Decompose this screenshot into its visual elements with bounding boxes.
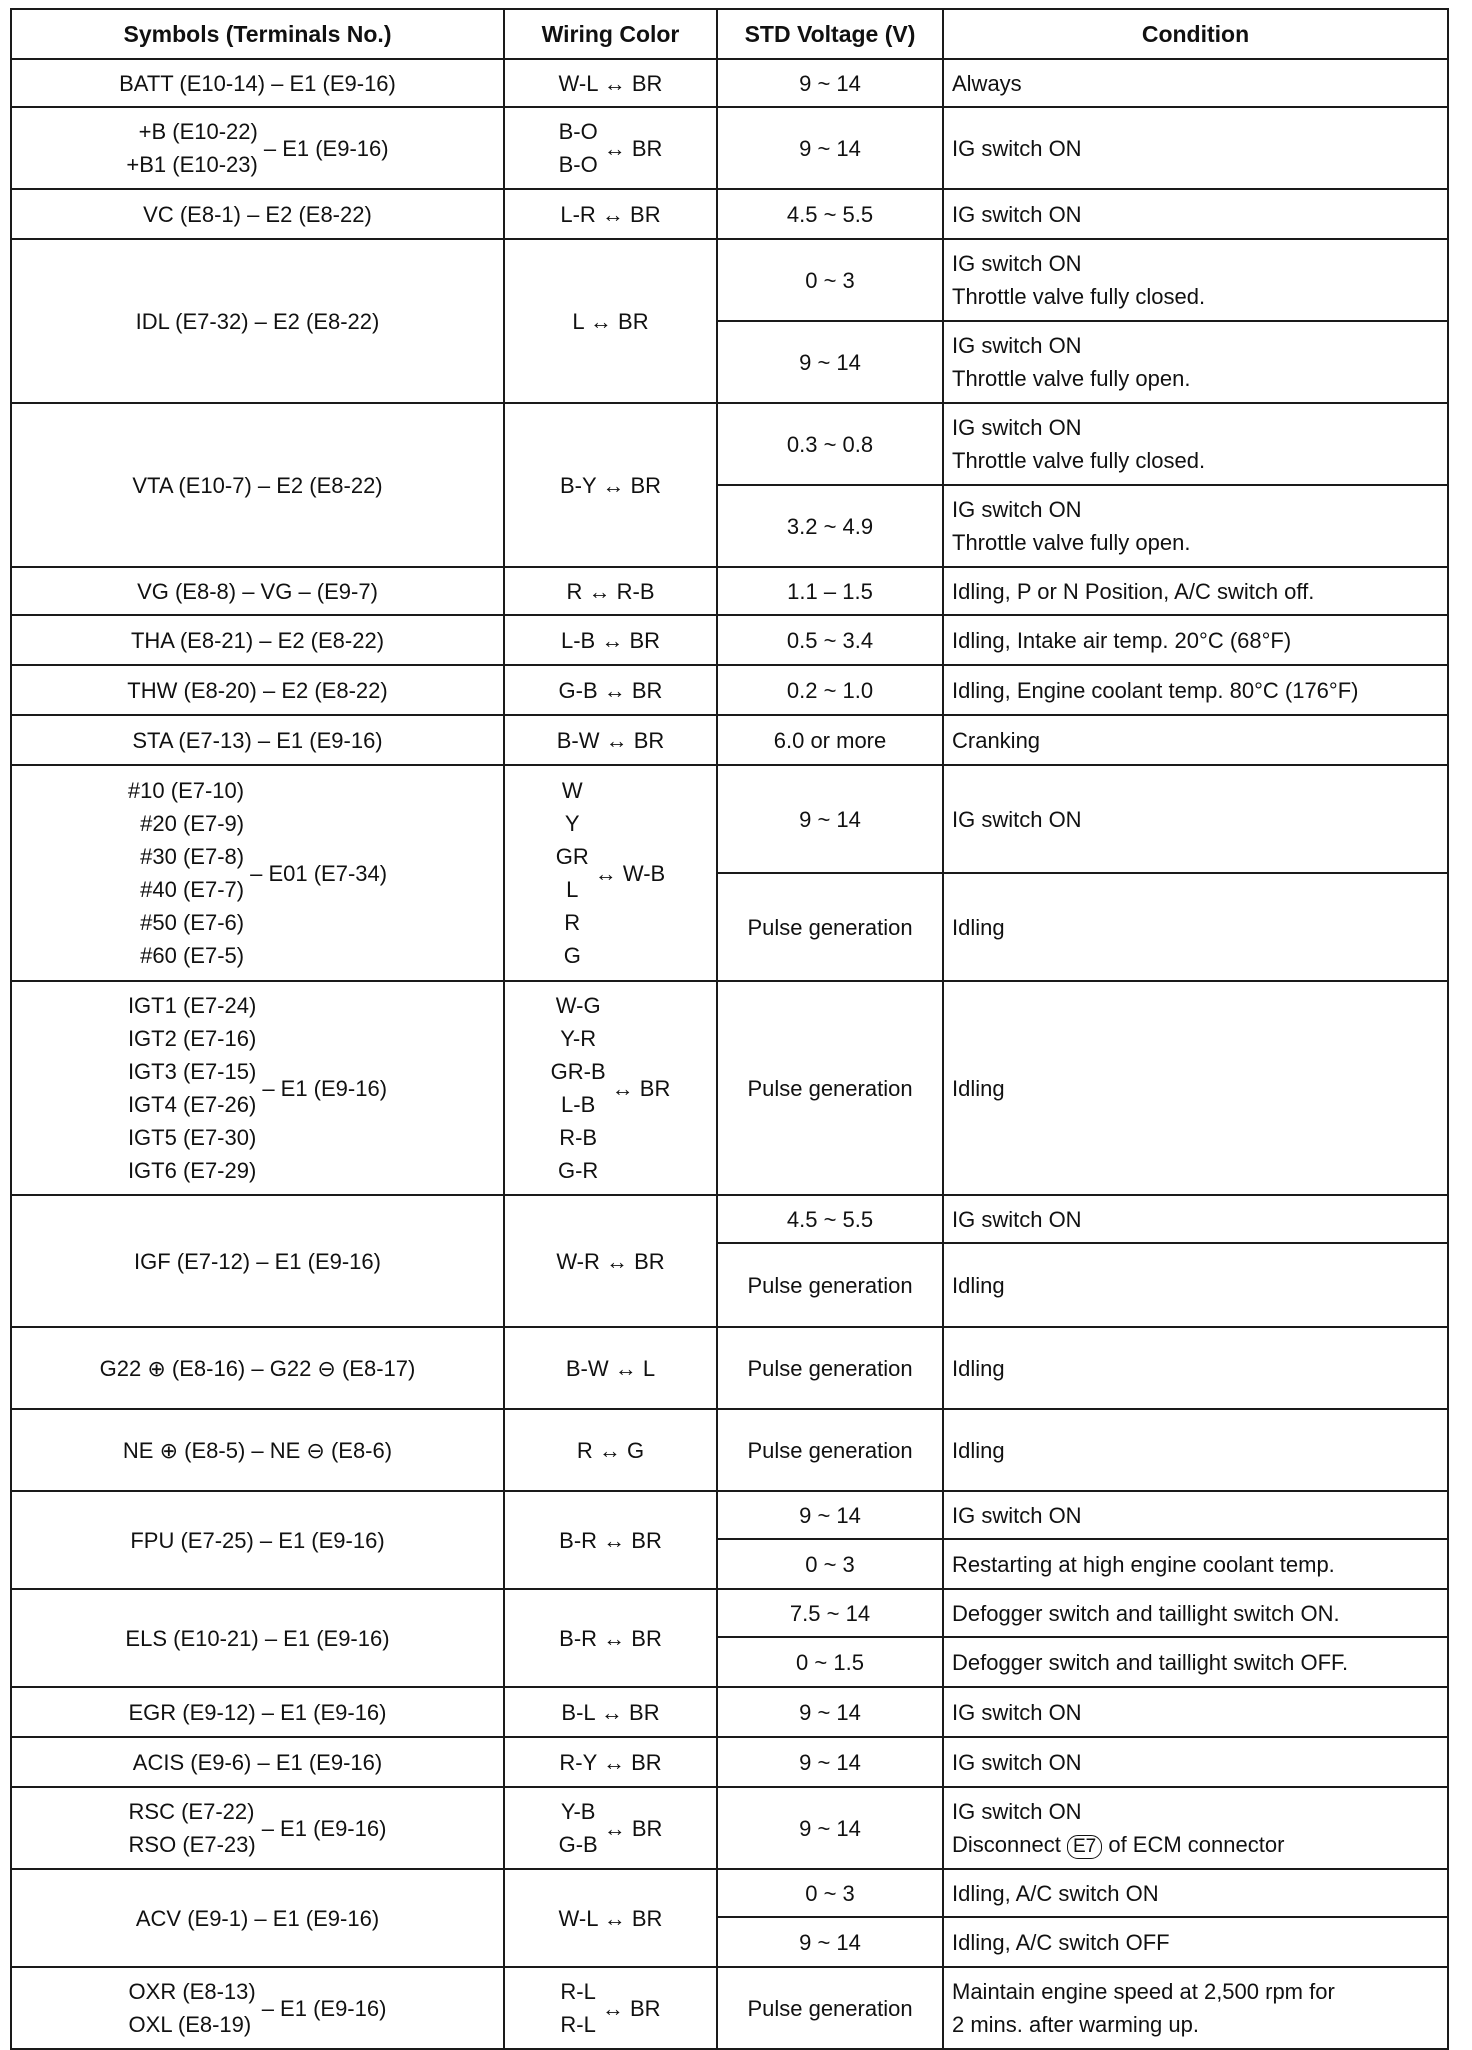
voltage-cell: Pulse generation (717, 1967, 943, 2049)
condition-cell: Cranking (943, 715, 1448, 765)
condition-cell: IG switch ON (943, 1195, 1448, 1243)
voltage-cell: 4.5 ~ 5.5 (717, 1195, 943, 1243)
table-header-row (11, 9, 1448, 59)
wire-line: R-B (559, 1125, 598, 1150)
symbol-line: +B (E10-22) (138, 119, 258, 144)
wire-line: R-L (560, 2012, 596, 2037)
voltage-cell: 0 ~ 3 (717, 1539, 943, 1589)
table-row (11, 715, 1448, 765)
table-row (11, 567, 1448, 615)
voltage-cell: 9 ~ 14 (717, 107, 943, 189)
wire-ground: ↔ BR (603, 1815, 663, 1841)
voltage-cell: Pulse generation (717, 873, 943, 981)
wiring-cell (504, 107, 717, 189)
header-condition: Condition (943, 9, 1448, 59)
symbol-ground: – E1 (E9-16) (262, 1075, 388, 1101)
table-row (11, 403, 1448, 485)
symbol-cell: VTA (E10-7) – E2 (E8-22) (11, 403, 504, 567)
symbol-line: RSC (E7-22) (128, 1799, 255, 1824)
table-row (11, 1409, 1448, 1491)
condition-line: Maintain engine speed at 2,500 rpm for (952, 1979, 1335, 2004)
table-row (11, 239, 1448, 321)
condition-cell: Idling (943, 1327, 1448, 1409)
table-row (11, 1687, 1448, 1737)
table-row (11, 1787, 1448, 1869)
spec-table-page (10, 8, 1447, 2050)
voltage-cell: Pulse generation (717, 1409, 943, 1491)
symbol-line: IGT5 (E7-30) (127, 1125, 257, 1150)
condition-cell: Idling (943, 1243, 1448, 1327)
wiring-cell: G-B ↔ BR (504, 665, 717, 715)
condition-cell: IG switch ON (943, 1737, 1448, 1787)
symbol-line: IGT2 (E7-16) (127, 1026, 257, 1051)
wire-line: G-B (558, 1832, 598, 1857)
condition-cell: Defogger switch and taillight switch ON. (943, 1589, 1448, 1637)
condition-cell: Idling (943, 873, 1448, 981)
wire-line: W (561, 778, 583, 803)
condition-cell: Defogger switch and taillight switch OFF. (943, 1637, 1448, 1687)
symbol-ground: – E01 (E7-34) (250, 860, 388, 886)
symbol-cell: G22 ⊕ (E8-16) – G22 ⊖ (E8-17) (11, 1327, 504, 1409)
voltage-cell: 1.1 – 1.5 (717, 567, 943, 615)
symbol-cell: EGR (E9-12) – E1 (E9-16) (11, 1687, 504, 1737)
symbol-cell (11, 107, 504, 189)
wire-line: L (566, 877, 579, 902)
wire-line: G-R (557, 1158, 599, 1183)
condition-cell: Idling, A/C switch ON (943, 1869, 1448, 1917)
symbol-cell: ELS (E10-21) – E1 (E9-16) (11, 1589, 504, 1687)
voltage-cell: Pulse generation (717, 1327, 943, 1409)
voltage-cell: 9 ~ 14 (717, 1787, 943, 1869)
header-std-voltage: STD Voltage (V) (717, 9, 943, 59)
condition-line: Throttle valve fully closed. (952, 284, 1206, 309)
table-row (11, 981, 1448, 1195)
voltage-cell: 9 ~ 14 (717, 765, 943, 873)
voltage-cell: 7.5 ~ 14 (717, 1589, 943, 1637)
wiring-cell: L ↔ BR (504, 239, 717, 403)
wiring-cell: B-L ↔ BR (504, 1687, 717, 1737)
table-row (11, 665, 1448, 715)
wire-ground: ↔ W-B (594, 860, 666, 886)
condition-cell (943, 1787, 1448, 1869)
wiring-cell: B-Y ↔ BR (504, 403, 717, 567)
condition-text: of ECM connector (1108, 1832, 1285, 1857)
wiring-cell: W-L ↔ BR (504, 1869, 717, 1967)
condition-line (952, 1828, 1439, 1861)
symbol-cell: NE ⊕ (E8-5) – NE ⊖ (E8-6) (11, 1409, 504, 1491)
wiring-cell: R ↔ R-B (504, 567, 717, 615)
symbol-line: #20 (E7-9) (140, 811, 245, 836)
condition-line: IG switch ON (952, 415, 1082, 440)
table-row (11, 59, 1448, 107)
wire-line: GR (555, 844, 589, 869)
condition-line: 2 mins. after warming up. (952, 2012, 1199, 2037)
condition-text: Disconnect (952, 1832, 1061, 1857)
wire-line: B-O (558, 152, 598, 177)
condition-line: IG switch ON (952, 1799, 1082, 1824)
ecm-terminal-voltage-table (10, 8, 1449, 2050)
table-row (11, 1967, 1448, 2049)
symbol-line: OXR (E8-13) (128, 1979, 256, 2004)
voltage-cell: 9 ~ 14 (717, 1491, 943, 1539)
symbol-line: IGT3 (E7-15) (127, 1059, 257, 1084)
symbol-ground: – E1 (E9-16) (263, 135, 389, 161)
symbol-cell (11, 1967, 504, 2049)
wiring-cell: L-R ↔ BR (504, 189, 717, 239)
symbol-line: #40 (E7-7) (140, 877, 245, 902)
symbol-line: IGT6 (E7-29) (127, 1158, 257, 1183)
condition-cell (943, 321, 1448, 403)
wiring-cell (504, 1967, 717, 2049)
symbol-ground: – E1 (E9-16) (261, 1815, 387, 1841)
symbol-cell: THA (E8-21) – E2 (E8-22) (11, 615, 504, 665)
wire-line: L-B (561, 1092, 596, 1117)
voltage-cell: 0.5 ~ 3.4 (717, 615, 943, 665)
symbol-cell: VC (E8-1) – E2 (E8-22) (11, 189, 504, 239)
condition-cell: Idling, Engine coolant temp. 80°C (176°F) (943, 665, 1448, 715)
condition-cell: Idling, Intake air temp. 20°C (68°F) (943, 615, 1448, 665)
condition-cell: Idling (943, 981, 1448, 1195)
condition-cell (943, 485, 1448, 567)
symbol-line: OXL (E8-19) (128, 2012, 252, 2037)
table-row (11, 1195, 1448, 1243)
wire-line: Y-B (560, 1799, 596, 1824)
voltage-cell: 0.2 ~ 1.0 (717, 665, 943, 715)
voltage-cell: 0 ~ 3 (717, 1869, 943, 1917)
symbol-cell: THW (E8-20) – E2 (E8-22) (11, 665, 504, 715)
condition-cell: Idling, P or N Position, A/C switch off. (943, 567, 1448, 615)
wiring-cell: W-R ↔ BR (504, 1195, 717, 1327)
wire-line: G (563, 943, 581, 968)
wiring-cell (504, 981, 717, 1195)
table-row (11, 1737, 1448, 1787)
symbol-cell: ACV (E9-1) – E1 (E9-16) (11, 1869, 504, 1967)
voltage-cell: 6.0 or more (717, 715, 943, 765)
condition-cell: Restarting at high engine coolant temp. (943, 1539, 1448, 1589)
wiring-cell (504, 1787, 717, 1869)
wiring-cell: B-R ↔ BR (504, 1491, 717, 1589)
table-row (11, 1869, 1448, 1917)
connector-e7-badge: E7 (1067, 1835, 1102, 1859)
wire-line: R-L (560, 1979, 596, 2004)
condition-cell: IG switch ON (943, 189, 1448, 239)
symbol-cell: BATT (E10-14) – E1 (E9-16) (11, 59, 504, 107)
wire-ground: ↔ BR (601, 1995, 661, 2021)
symbol-cell (11, 1787, 504, 1869)
voltage-cell: 4.5 ~ 5.5 (717, 189, 943, 239)
voltage-cell: Pulse generation (717, 981, 943, 1195)
voltage-cell: 0.3 ~ 0.8 (717, 403, 943, 485)
wiring-cell: B-R ↔ BR (504, 1589, 717, 1687)
wire-ground: ↔ BR (603, 135, 663, 161)
symbol-line: #30 (E7-8) (140, 844, 245, 869)
condition-cell: IG switch ON (943, 107, 1448, 189)
voltage-cell: 0 ~ 1.5 (717, 1637, 943, 1687)
table-row (11, 189, 1448, 239)
symbol-cell: ACIS (E9-6) – E1 (E9-16) (11, 1737, 504, 1787)
condition-line: IG switch ON (952, 333, 1082, 358)
voltage-cell: 9 ~ 14 (717, 1687, 943, 1737)
wiring-cell: B-W ↔ BR (504, 715, 717, 765)
voltage-cell: 3.2 ~ 4.9 (717, 485, 943, 567)
voltage-cell: 0 ~ 3 (717, 239, 943, 321)
condition-line: IG switch ON (952, 497, 1082, 522)
symbol-line: #60 (E7-5) (140, 943, 245, 968)
condition-cell: IG switch ON (943, 765, 1448, 873)
table-row (11, 765, 1448, 873)
symbol-cell: STA (E7-13) – E1 (E9-16) (11, 715, 504, 765)
table-row (11, 615, 1448, 665)
wiring-cell: W-L ↔ BR (504, 59, 717, 107)
symbol-ground: – E1 (E9-16) (261, 1995, 387, 2021)
voltage-cell: Pulse generation (717, 1243, 943, 1327)
condition-cell: Idling (943, 1409, 1448, 1491)
wire-line: W-G (555, 993, 601, 1018)
symbol-line: #10 (E7-10) (127, 778, 245, 803)
symbol-cell: IGF (E7-12) – E1 (E9-16) (11, 1195, 504, 1327)
symbol-cell (11, 981, 504, 1195)
condition-line: Throttle valve fully open. (952, 530, 1191, 555)
voltage-cell: 9 ~ 14 (717, 321, 943, 403)
wire-line: Y-R (560, 1026, 597, 1051)
condition-cell (943, 403, 1448, 485)
voltage-cell: 9 ~ 14 (717, 1737, 943, 1787)
wiring-cell: L-B ↔ BR (504, 615, 717, 665)
wire-line: R (564, 910, 581, 935)
condition-cell (943, 239, 1448, 321)
voltage-cell: 9 ~ 14 (717, 59, 943, 107)
wire-line: Y (564, 811, 580, 836)
symbol-cell: IDL (E7-32) – E2 (E8-22) (11, 239, 504, 403)
wiring-cell: R ↔ G (504, 1409, 717, 1491)
symbol-line: RSO (E7-23) (128, 1832, 256, 1857)
wire-line: B-O (558, 119, 598, 144)
symbol-line: IGT1 (E7-24) (127, 993, 257, 1018)
condition-cell: Always (943, 59, 1448, 107)
wire-line: GR-B (550, 1059, 606, 1084)
condition-cell: IG switch ON (943, 1491, 1448, 1539)
header-symbols: Symbols (Terminals No.) (11, 9, 504, 59)
condition-cell: IG switch ON (943, 1687, 1448, 1737)
condition-line: Throttle valve fully closed. (952, 448, 1206, 473)
symbol-line: #50 (E7-6) (140, 910, 245, 935)
table-row (11, 1491, 1448, 1539)
wire-ground: ↔ BR (611, 1075, 671, 1101)
wiring-cell: B-W ↔ L (504, 1327, 717, 1409)
header-wiring-color: Wiring Color (504, 9, 717, 59)
wiring-cell: R-Y ↔ BR (504, 1737, 717, 1787)
condition-line: IG switch ON (952, 251, 1082, 276)
symbol-line: IGT4 (E7-26) (127, 1092, 257, 1117)
condition-line: Throttle valve fully open. (952, 366, 1191, 391)
symbol-cell: VG (E8-8) – VG – (E9-7) (11, 567, 504, 615)
table-row (11, 1589, 1448, 1637)
condition-cell: Idling, A/C switch OFF (943, 1917, 1448, 1967)
table-row (11, 107, 1448, 189)
condition-cell (943, 1967, 1448, 2049)
symbol-line: +B1 (E10-23) (126, 152, 258, 177)
symbol-cell: FPU (E7-25) – E1 (E9-16) (11, 1491, 504, 1589)
symbol-cell (11, 765, 504, 981)
table-row (11, 1327, 1448, 1409)
voltage-cell: 9 ~ 14 (717, 1917, 943, 1967)
wiring-cell (504, 765, 717, 981)
